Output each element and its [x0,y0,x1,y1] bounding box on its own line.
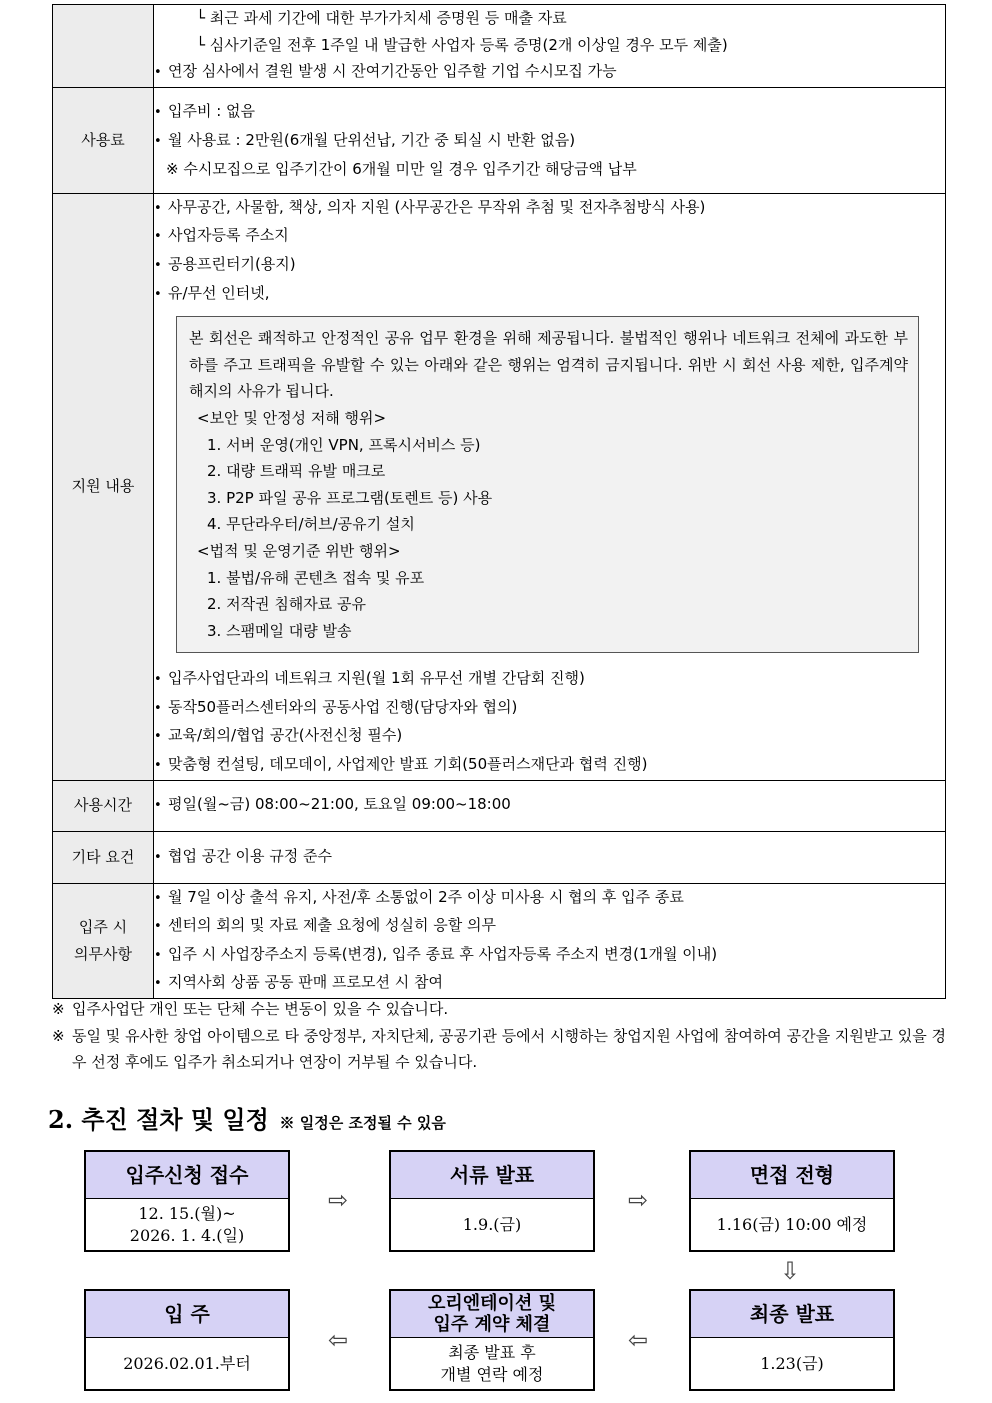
row-content [154,5,946,88]
step-date: 2026.02.01.부터 [123,1354,251,1373]
step-date: 1.23(금) [760,1354,824,1373]
table-row [53,831,946,883]
list-item: • 지역사회 상품 공동 판매 프로모션 시 참여 [154,969,945,998]
note-text: 입주사업단 개인 또는 단체 수는 변동이 있을 수 있습니다. [72,1000,449,1018]
step-date: 12. 15.(월)~ 2026. 1. 4.(일) [129,1204,245,1245]
list-item: • 월 사용료 : 2만원(6개월 단위선납, 기간 중 퇴실 시 반환 없음) [154,127,945,156]
row-label: 사용료 [53,87,154,193]
step-date: 최종 발표 후 개별 연락 예정 [440,1343,544,1384]
step-title: 오리엔테이션 및 입주 계약 체결 [391,1291,593,1338]
arrow-down-icon: ⇩ [780,1257,801,1285]
info-table [52,4,946,999]
flow-step-orientation [389,1289,595,1391]
list-item: • 센터의 회의 및 자료 제출 요청에 성실히 응할 의무 [154,912,945,941]
flow-step-move-in [84,1289,290,1391]
table-row [53,883,946,998]
row-label-line: 의무사항 [74,944,132,963]
table-row [53,193,946,780]
footnotes [52,996,946,1076]
notice-paragraph: 본 회선은 쾌적하고 안정적인 공유 업무 환경을 위해 제공됩니다. 불법적인 행위나 네트워크 전체에 과도한 부하를 주고 트래픽을 유발할 수 있는 아래와 같은 행위는 엄격히 금지됩니다. 위반 시 회선 사용 제한, 입주계약 해지의 사유가 됩니다. [189,329,908,401]
row-label: 기타 요건 [53,831,154,883]
note-mark: ※ [52,1026,65,1045]
step-title: 면접 전형 [691,1152,893,1199]
row-content [154,883,946,998]
list-item: • 입주비 : 없음 [154,98,945,127]
step-title: 서류 발표 [391,1152,593,1199]
step-date: 1.16(금) 10:00 예정 [716,1215,868,1234]
note-mark: ※ [52,1000,65,1018]
note-text: 동일 및 유사한 창업 아이템으로 타 중앙정부, 자치단체, 공공기관 등에서 시행하는 창업지원 사업에 참여하여 공간을 지원받고 있을 경우 선정 후에도 입주가 취소되거나 연장이 거부될 수 있습니다. [72,1026,946,1072]
list-item: • 연장 심사에서 결원 발생 시 잔여기간동안 입주할 기업 수시모집 가능 [154,58,945,87]
step-title: 입주신청 접수 [86,1152,288,1199]
row-label: 지원 내용 [53,193,154,780]
arrow-left-icon: ⇦ [328,1326,349,1354]
flow-step-interview [689,1150,895,1252]
list-item: └ 심사기준일 전후 1주일 내 발급한 사업자 등록 증명(2개 이상일 경우 모두 제출) [196,35,728,54]
list-item: • 맞춤형 컨설팅, 데모데이, 사업제안 발표 기회(50플러스재단과 협력 진행) [154,751,945,780]
row-content [154,193,946,780]
flow-step-final-result [689,1289,895,1391]
notice-group-title: <법적 및 운영기준 위반 행위> [197,541,401,560]
section-heading [48,1100,446,1135]
notice-item: 2. 대량 트래픽 유발 매크로 [207,462,386,481]
table-row [53,5,946,88]
arrow-right-icon: ⇨ [328,1186,349,1214]
flow-step-application [84,1150,290,1252]
row-label [53,5,154,88]
list-item: • 유/무선 인터넷, [154,280,945,309]
list-item: • 사무공간, 사물함, 책상, 의자 지원 (사무공간은 무작위 추첨 및 전자추첨방식 사용) [154,194,945,223]
list-item: • 교육/회의/협업 공간(사전신청 필수) [154,722,945,751]
flow-step-document-result [389,1150,595,1252]
notice-item: 3. 스팸메일 대량 발송 [207,621,352,640]
list-item: • 협업 공간 이용 규정 준수 [154,843,945,872]
notice-item: 4. 무단라우터/허브/공유기 설치 [207,515,415,534]
footnote [52,996,946,1023]
row-content [154,87,946,193]
notice-item: 1. 서버 운영(개인 VPN, 프록시서비스 등) [207,435,481,454]
arrow-right-icon: ⇨ [628,1186,649,1214]
list-item: └ 최근 과세 기간에 대한 부가가치세 증명원 등 매출 자료 [196,9,567,27]
notice-item: 3. P2P 파일 공유 프로그램(토렌트 등) 사용 [207,488,493,507]
row-label [53,883,154,998]
list-item: • 입주사업단과의 네트워크 지원(월 1회 유무선 개별 간담회 진행) [154,665,945,694]
list-item: ※ 수시모집으로 입주기간이 6개월 미만 일 경우 입주기간 해당금액 납부 [166,159,637,178]
footnote [52,1023,946,1076]
row-label: 사용시간 [53,780,154,831]
row-content [154,780,946,831]
section-note: ※ 일정은 조정될 수 있음 [279,1114,446,1132]
arrow-left-icon: ⇦ [628,1326,649,1354]
table-row [53,780,946,831]
step-date: 1.9.(금) [462,1215,522,1234]
step-title: 입 주 [86,1291,288,1338]
list-item: • 동작50플러스센터와의 공동사업 진행(담당자와 협의) [154,694,945,723]
section-title: 2. 추진 절차 및 일정 [48,1105,269,1134]
table-row [53,87,946,193]
notice-group-title: <보안 및 안정성 저해 행위> [197,408,387,427]
row-content [154,831,946,883]
list-item: • 공용프린터기(용지) [154,251,945,280]
notice-item: 1. 불법/유해 콘텐츠 접속 및 유포 [207,568,425,587]
list-item: • 월 7일 이상 출석 유지, 사전/후 소통없이 2주 이상 미사용 시 협의 후 입주 종료 [154,884,945,913]
row-label-line: 입주 시 [78,917,128,936]
list-item: • 입주 시 사업장주소지 등록(변경), 입주 종료 후 사업자등록 주소지 변경(1개월 이내) [154,941,945,970]
step-title: 최종 발표 [691,1291,893,1338]
notice-item: 2. 저작권 침해자료 공유 [207,595,367,614]
list-item: • 사업자등록 주소지 [154,222,945,251]
network-notice-box [176,316,919,653]
list-item: • 평일(월~금) 08:00~21:00, 토요일 09:00~18:00 [154,791,945,820]
